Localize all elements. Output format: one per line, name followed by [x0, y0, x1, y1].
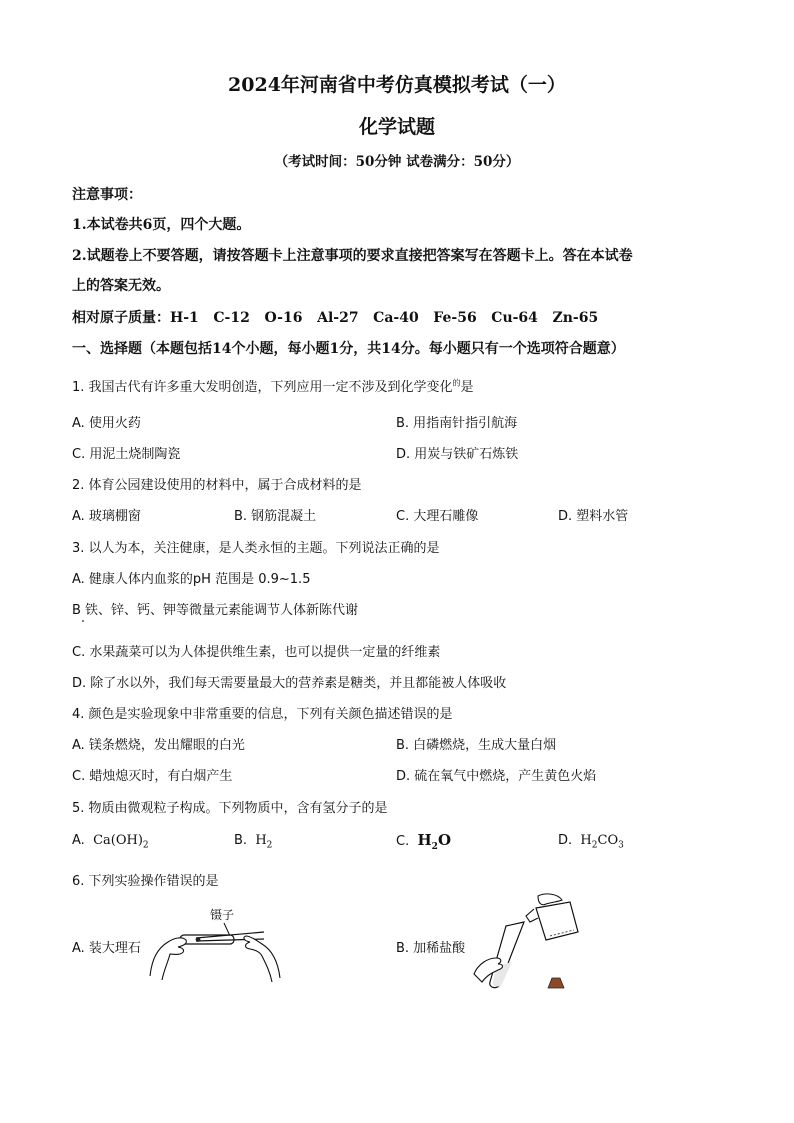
- question-1-option-b: B. 用指南针指引航海: [396, 416, 518, 431]
- question-6-option-a: A. 装大理石: [72, 941, 141, 956]
- question-2-option-b: B. 钢筋混凝土: [234, 509, 317, 524]
- question-5-option-b: B. $H_2$: [234, 833, 273, 851]
- figure-adding-dilute-hydrochloric-acid: [466, 892, 586, 996]
- question-3-option-d: D. 除了水以外，我们每天需要量最大的营养素是糖类，并且都能被人体吸收: [72, 676, 507, 691]
- question-3-stem: 3. 以人为本，关注健康，是人类永恒的主题。下列说法正确的是: [72, 541, 440, 556]
- right-hand: [244, 936, 280, 982]
- exam-info: （考试时间：50分钟 试卷满分：50分）: [274, 154, 520, 170]
- label-leader-line: [224, 923, 230, 936]
- question-2-option-c: C. 大理石雕像: [396, 509, 479, 524]
- test-tube: [180, 935, 234, 944]
- question-3-option-a: A. 健康人体内血浆的pH 范围是 0.9~1.5: [72, 572, 311, 587]
- question-1-stem: 1. 我国古代有许多重大发明创造，下列应用一定不涉及到化学变化$^的$是: [72, 378, 474, 395]
- left-hand: [150, 938, 186, 980]
- question-2-option-d: D. 塑料水管: [558, 509, 629, 524]
- question-1-option-a: A. 使用火药: [72, 416, 141, 431]
- notes-item-2-line-1: 2.试题卷上不要答题，请按答题卡上注意事项的要求直接把答案写在答题卡上。答在本试卷: [72, 248, 633, 264]
- reagent-bottle: [536, 902, 578, 940]
- formula-calcium-hydroxide: $Ca(OH)_2$: [93, 833, 149, 851]
- atomic-mass-line: 相对原子质量：H-1 C-12 O-16 Al-27 Ca-40 Fe-56 Cu-64 Zn-65: [72, 310, 599, 326]
- question-1-option-d: D. 用炭与铁矿石炼铁: [396, 447, 519, 462]
- question-5-option-d: D. $H_2CO_3$: [558, 833, 624, 851]
- notes-heading: 注意事项：: [72, 187, 142, 203]
- question-4-option-c: C. 蜡烛熄灭时，有白烟产生: [72, 769, 233, 784]
- question-4-option-b: B. 白磷燃烧，生成大量白烟: [396, 738, 557, 753]
- question-2-stem: 2. 体育公园建设使用的材料中，属于合成材料的是: [72, 478, 362, 493]
- question-6-option-b: B. 加稀盐酸: [396, 941, 466, 956]
- question-4-option-a: A. 镁条燃烧，发出耀眼的白光: [72, 738, 245, 753]
- question-5-option-a: A. $Ca(OH)_2$: [72, 833, 149, 851]
- figure-tweezers-loading-marble: [146, 906, 286, 982]
- notes-item-1: 1.本试卷共6页，四个大题。: [72, 217, 251, 233]
- hand-on-bottle: [538, 894, 562, 905]
- exam-title: 2024年河南省中考仿真模拟考试（一）: [228, 74, 566, 96]
- question-3-option-b: B 铁、锌、钙、钾等微量元素能调节人体新陈代谢: [72, 603, 359, 618]
- bottle-stopper: [548, 978, 564, 988]
- question-4-stem: 4. 颜色是实验现象中非常重要的信息，下列有关颜色描述错误的是: [72, 707, 453, 722]
- section-1-heading: 一、选择题（本题包括14个小题，每小题1分，共14分。每小题只有一个选项符合题意）: [72, 341, 625, 357]
- subject-title: 化学试题: [358, 116, 435, 138]
- formula-water: $H_2O$: [417, 831, 452, 852]
- question-6-stem: 6. 下列实验操作错误的是: [72, 874, 219, 889]
- formula-hydrogen: $H_2$: [255, 833, 273, 851]
- question-5-option-c: C. $H_2O$: [396, 831, 452, 852]
- question-1-option-c: C. 用泥土烧制陶瓷: [72, 447, 181, 462]
- stray-dot: [82, 620, 84, 622]
- question-4-option-d: D. 硫在氧气中燃烧，产生黄色火焰: [396, 769, 597, 784]
- marble-piece: [196, 937, 201, 942]
- question-5-stem: 5. 物质由微观粒子构成。下列物质中，含有氢分子的是: [72, 801, 388, 816]
- question-2-option-a: A. 玻璃棚窗: [72, 509, 141, 524]
- notes-item-2-line-2: 上的答案无效。: [72, 278, 170, 294]
- tweezers-label: 镊子: [210, 908, 235, 922]
- formula-carbonic-acid: $H_2CO_3$: [580, 833, 624, 851]
- question-3-option-c: C. 水果蔬菜可以为人体提供维生素，也可以提供一定量的纤维素: [72, 645, 441, 660]
